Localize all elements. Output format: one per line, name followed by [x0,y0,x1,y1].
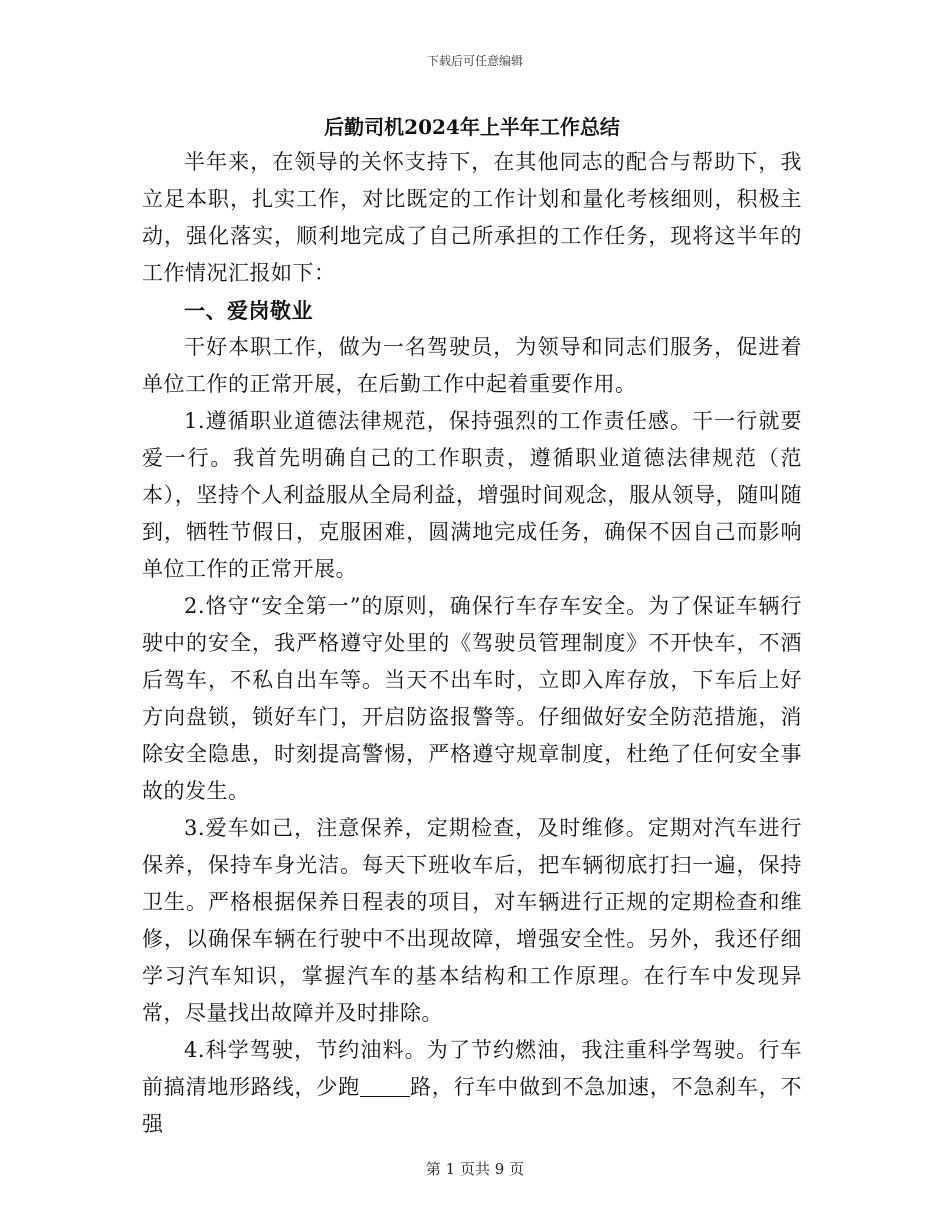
item-4-text-part-2: 路，行车中做到不急加速，不急刹车，不强 [142,1075,803,1136]
section-heading-1: 一、爱岗敬业 [184,298,313,323]
document-title: 后勤司机2024年上半年工作总结 [324,115,620,139]
item-4-paragraph [142,1032,802,1143]
fill-in-blank [360,1075,410,1097]
item-4-text-part-1: 4.科学驾驶，节约油料。为了节约燃油，我注重科学驾驶。行车前搞清地形路线，少跑 [142,1038,802,1099]
document-body [142,110,802,1143]
item-1-paragraph: 1.遵循职业道德法律规范，保持强烈的工作责任感。干一行就要爱一行。我首先明确自己的工作职责，遵循职业道德法律规范（范本），坚持个人利益服从全局利益，增强时间观念，服从领导，随叫随到，牺牲节假日，克服困难，圆满地完成任务，确保不因自己而影响单位工作的正常开展。 [142,409,802,581]
item-3-paragraph: 3.爱车如己，注意保养，定期检查，及时维修。定期对汽车进行保养，保持车身光洁。每天下班收车后，把车辆彻底打扫一遍，保持卫生。严格根据保养日程表的项目，对车辆进行正规的定期检查和维修，以确保车辆在行驶中不出现故障，增强安全性。另外，我还仔细学习汽车知识，掌握汽车的基本结构和工作原理。在行车中发现异常，尽量找出故障并及时排除。 [142,816,802,1025]
item-2-paragraph: 2.恪守“安全第一”的原则，确保行车存车安全。为了保证车辆行驶中的安全，我严格遵守处里的《驾驶员管理制度》不开快车，不酒后驾车，不私自出车等。当天不出车时，立即入库存放，下车后上好方向盘锁，锁好车门，开启防盗报警等。仔细做好安全防范措施，消除安全隐患，时刻提高警惕，严格遵守规章制度，杜绝了任何安全事故的发生。 [142,594,802,803]
page-header-note: 下载后可任意编辑 [426,54,523,68]
intro-paragraph: 半年来，在领导的关怀支持下，在其他同志的配合与帮助下，我立足本职，扎实工作，对比既定的工作计划和量化考核细则，积极主动，强化落实，顺利地完成了自己所承担的工作任务，现将这半年的工作情况汇报如下： [142,150,802,285]
page-number-footer: 第 1 页共 9 页 [425,1160,525,1178]
section-1-intro-paragraph: 干好本职工作，做为一名驾驶员，为领导和同志们服务，促进着单位工作的正常开展，在后勤工作中起着重要作用。 [142,335,802,396]
